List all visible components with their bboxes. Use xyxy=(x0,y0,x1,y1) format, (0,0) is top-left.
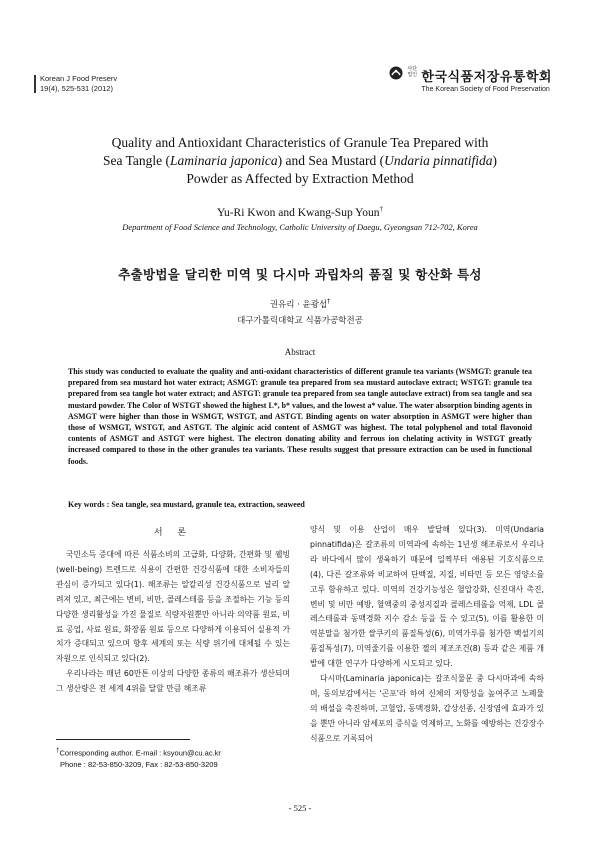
title-text: ) and Sea Mustard ( xyxy=(277,153,385,168)
title-text: Sea Tangle ( xyxy=(102,153,171,168)
korean-affiliation: 대구가톨릭대학교 식품가공학전공 xyxy=(237,316,363,326)
footnote-mark: † xyxy=(56,747,60,754)
footnote-phone: Phone : 82-53-850-3209, Fax : 82-53-850-3209 xyxy=(60,759,218,769)
korean-authors xyxy=(0,298,600,310)
korean-author-names: 권유리 · 윤광섭 xyxy=(269,300,328,310)
keywords xyxy=(68,500,538,509)
author-names: Yu-Ri Kwon and Kwang-Sup Youn xyxy=(216,206,380,219)
page-number: - 525 - xyxy=(288,803,312,813)
society-name-korean: 한국식품저장유통학회 xyxy=(421,69,552,84)
society-logo-icon xyxy=(389,66,403,80)
journal-citation xyxy=(40,74,117,93)
corresponding-mark: † xyxy=(327,298,331,306)
paragraph: 국민소득 증대에 따른 식품소비의 고급화, 다양화, 간편화 및 웰빙(well-being) 트렌드로 식용이 간편한 건강식품에 대한 소비자들의 관심이 증가되고 있다(1). 해조류는 알칼리성 건강식품으로 널리 알려져 있고, 최근에는 변비, 비만, 콜레스테롤 등을 조절하는 기능 등의 다양한 생리활성을 가진 물질로 식량자원뿐만 아니라 의약품 원료, 비료 공업, 사료 원료, 화장품 원료 등으로 다양하게 이용되어 실용적 가치가 증대되고 있으며 향후 세계의 또는 식량 위기에 대체될 수 있는 자원으로 인식되고 있다(2). xyxy=(56,550,290,664)
title-line-1: Quality and Antioxidant Characteristics of Granule Tea Prepared with xyxy=(111,135,489,150)
abstract-heading: Abstract xyxy=(284,347,316,357)
title-species-1: Laminaria japonica xyxy=(170,153,278,168)
footnote xyxy=(56,745,221,770)
authors xyxy=(0,205,600,219)
intro-heading: 서 론 xyxy=(153,528,193,538)
corresponding-mark: † xyxy=(379,205,384,213)
title-species-2: Undaria pinnatifida xyxy=(384,153,493,168)
paragraph: 양식 및 이용 산업이 매우 발달해 있다(3). 미역(Undaria pinnatifida)은 갈조류의 미역과에 속하는 1년생 해조류로서 우리나라 바다에서 많이 생육하기 때문에 일찍부터 애용된 기호식품으로(4), 다른 갈조류와 비교하여 단백질, 지질, 비타민 등 모든 영양소를 고루 함유하고 있다. 미역의 건강기능성은 혈압강화, 신진대사 촉진, 변비 및 비만 예방, 혈액중의 중성지질과 콜레스테롤을 억제, LDL 콜레스테롤과 동맥경화 지수 감소 등을 들 수 있고(5), 이를 활용한 미역분말을 첨가한 쌀쿠키의 품질특성(6), 미역가루를 첨가한 백설기의 품질특성(7), 미역줄기를 이용한 젤의 제조조건(8) 등과 같은 제품 개발에 대한 연구가 다양하게 시도되고 있다. xyxy=(310,525,544,669)
footnote-email-text: Corresponding author. E-mail : ksyoun@cu.ac.kr xyxy=(59,748,221,758)
title-line-3: Powder as Affected by Extraction Method xyxy=(186,171,414,186)
journal-name: Korean J Food Preserv xyxy=(40,74,118,83)
paragraph: 다시마(Laminaria japonica)는 갈조식물문 중 다시마과에 속하며, 동의보감에서는 '곤포'라 하여 신체의 저항성을 높여주고 노폐물의 배설을 촉진하며, 고혈압, 동맥경화, 갑상선종, 신장염에 효과가 있을 뿐만 아니라 암세포의 증식을 억제하고, 노화를 예방하는 건강장수식품으로 기록되어 xyxy=(310,674,544,743)
title-line-2 xyxy=(60,152,540,170)
paper-title xyxy=(60,134,540,188)
keywords-list: Sea tangle, sea mustard, granule tea, extraction, seaweed xyxy=(111,500,305,509)
right-column xyxy=(310,523,544,747)
paragraph: 우리나라는 매년 60만톤 이상의 다양한 종류의 해조류가 생산되며 그 생산량은 전 세계 4위를 달할 만큼 해조류 xyxy=(56,669,290,694)
society-logo-text: 사단법인 xyxy=(407,66,418,78)
korean-title: 추출방법을 달리한 미역 및 다시마 과립차의 품질 및 항산화 특성 xyxy=(118,267,482,282)
left-column xyxy=(56,548,290,697)
footnote-divider xyxy=(56,739,190,740)
keywords-label: Key words : xyxy=(68,500,112,509)
citation-bar xyxy=(34,75,36,93)
society-header xyxy=(407,66,552,93)
title-text: ) xyxy=(492,153,498,168)
footnote-email xyxy=(56,745,221,759)
affiliation: Department of Food Science and Technology, Catholic University of Daegu, Gyeongsan 712-702, Korea xyxy=(122,222,478,232)
journal-volume: 19(4), 525-531 (2012) xyxy=(40,83,113,93)
society-name-english: The Korean Society of Food Preservation xyxy=(421,86,550,93)
abstract-body: This study was conducted to evaluate the quality and anti-oxidant characteristics of different granule tea variants (WSMGT: granule tea prepared from sea mustard hot water extract; ASMGT: granule tea prepared from sea mustard autoclave extract; WSTGT: granule tea prepared from sea tangle hot water extract; and ASTGT: granule tea prepared from sea tangle autoclave extract) from sea tangle and sea mustard powder. The Color of WSTGT showed the highest L*, b* values, and the lowest a* value. The water absorption binding agents in ASMGT were higher than those in WSMGT, WSTGT, and ASTGT. Binding agents on water absorption in ASMGT were higher than those of WSMGT, WSTGT, and ASTGT. The alginic acid content of ASMGT was highest. The total polyphenol and total flavonoid contents of ASMGT and ASTGT were highest. The electron donating ability and ferrous ion chelating activity in WSTGT greatly increased compared to those in the other granules tea variants. These results suggest that pressure extraction can be used in functional foods. xyxy=(68,367,532,466)
